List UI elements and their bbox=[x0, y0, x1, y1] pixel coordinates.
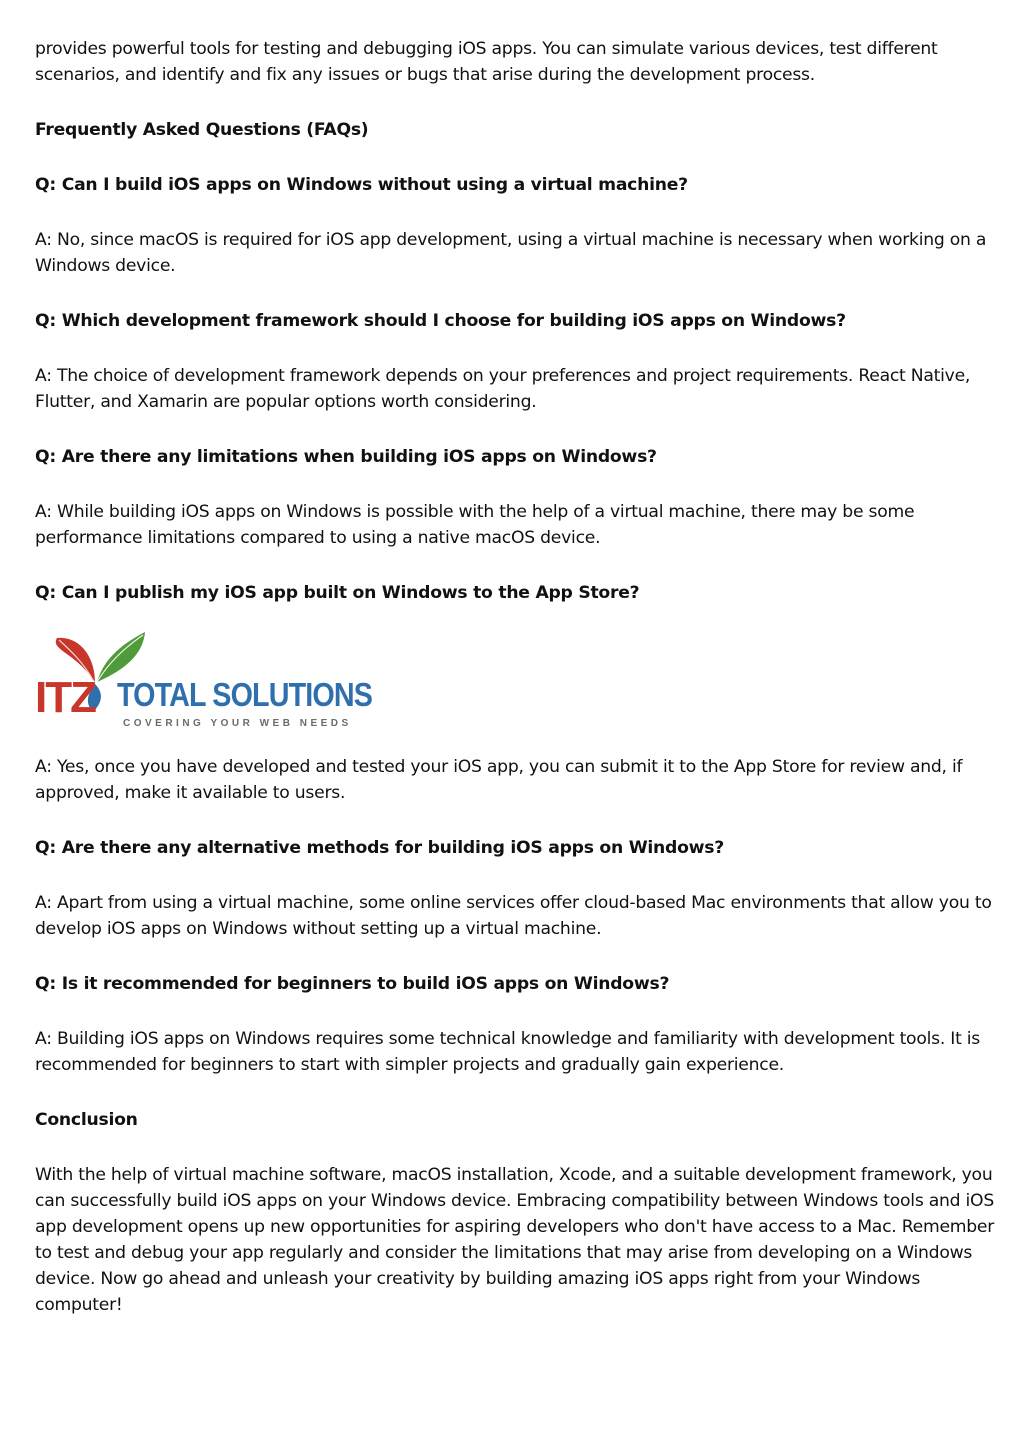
faq-answer: A: No, since macOS is required for iOS app development, using a virtual machine is necessary when working on a Windows device. bbox=[35, 230, 987, 276]
conclusion-paragraph: With the help of virtual machine software, macOS installation, Xcode, and a suitable development framework, you can successfully build iOS apps on your Windows device. Embracing compatibility between Windows tools and iOS app development opens up new opportunities for aspiring developers who don't have access to a Mac. Remember to test and debug your app regularly and consider the limitations that may arise from developing on a Windows device. Now go ahead and unleash your creativity by building amazing iOS apps right from your Windows computer! bbox=[35, 1165, 995, 1315]
faq-question: Q: Are there any limitations when building iOS apps on Windows? bbox=[35, 447, 657, 467]
faq-answer: A: Yes, once you have developed and tested your iOS app, you can submit it to the App Store for review and, if approved, make it available to users. bbox=[35, 757, 963, 803]
faq-heading: Frequently Asked Questions (FAQs) bbox=[35, 120, 369, 140]
logo-prefix: ITZ bbox=[35, 673, 95, 722]
green-leaf-icon bbox=[97, 632, 145, 682]
faq-question: Q: Is it recommended for beginners to build iOS apps on Windows? bbox=[35, 974, 670, 994]
faq-question: Q: Can I build iOS apps on Windows without using a virtual machine? bbox=[35, 175, 688, 195]
faq-question: Q: Which development framework should I choose for building iOS apps on Windows? bbox=[35, 311, 846, 331]
faq-question: Q: Are there any alternative methods for building iOS apps on Windows? bbox=[35, 838, 724, 858]
logo-brand-name: TOTAL SOLUTIONS bbox=[117, 676, 372, 713]
faq-answer: A: Apart from using a virtual machine, some online services offer cloud-based Mac environments that allow you to develop iOS apps on Windows without setting up a virtual machine. bbox=[35, 893, 992, 939]
faq-answer: A: Building iOS apps on Windows requires some technical knowledge and familiarity with development tools. It is recommended for beginners to start with simpler projects and gradually gain experience. bbox=[35, 1029, 980, 1075]
company-logo bbox=[35, 632, 380, 732]
faq-answer: A: While building iOS apps on Windows is possible with the help of a virtual machine, there may be some performance limitations compared to using a native macOS device. bbox=[35, 502, 915, 548]
conclusion-heading: Conclusion bbox=[35, 1110, 138, 1130]
itz-logo-graphic bbox=[35, 632, 380, 732]
logo-tagline: COVERING YOUR WEB NEEDS bbox=[123, 718, 352, 729]
intro-paragraph: provides powerful tools for testing and debugging iOS apps. You can simulate various devices, test different scenarios, and identify and fix any issues or bugs that arise during the development process. bbox=[35, 39, 938, 85]
document-page bbox=[35, 36, 995, 1318]
faq-answer: A: The choice of development framework depends on your preferences and project requirements. React Native, Flutter, and Xamarin are popular options worth considering. bbox=[35, 366, 971, 412]
faq-question: Q: Can I publish my iOS app built on Windows to the App Store? bbox=[35, 583, 640, 603]
